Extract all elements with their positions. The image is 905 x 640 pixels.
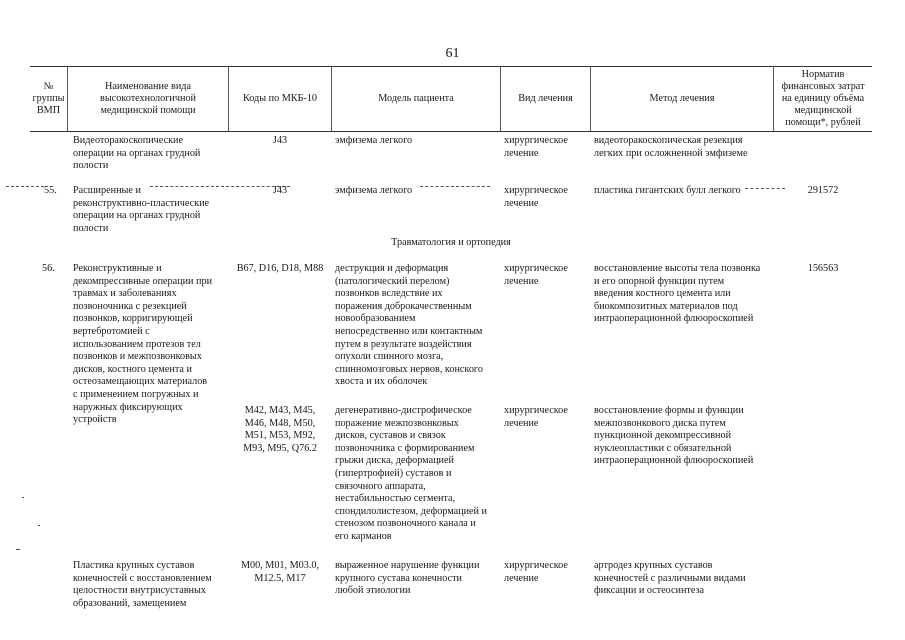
row-name: Расширенные и реконструктивно-пластические операции на органах грудной полости bbox=[73, 185, 210, 234]
scan-speck bbox=[16, 549, 20, 550]
row-treatment: хирургическое лечение bbox=[504, 135, 568, 159]
scan-artifact bbox=[6, 186, 44, 187]
row-name: Пластика крупных суставов конечностей с восстановлением целостности внутрисуставных образований, замещением bbox=[73, 560, 212, 609]
page-number: 61 bbox=[445, 46, 460, 61]
row-codes: J43 bbox=[272, 135, 288, 146]
row-treatment: хирургическое лечение bbox=[504, 560, 568, 584]
header-treatment: Вид лечения bbox=[518, 92, 573, 104]
row-treatment: хирургическое лечение bbox=[504, 185, 568, 209]
header-model: Модель пациента bbox=[378, 92, 454, 104]
header-num: № группы ВМП bbox=[32, 80, 65, 116]
row-model: эмфизема легкого bbox=[335, 135, 413, 146]
row-method: пластика гигантских булл легкого bbox=[594, 185, 741, 196]
row-codes: B67, D16, D18, M88 bbox=[236, 263, 324, 274]
row-model: выраженное нарушение функции крупного сустава конечности любой этиологии bbox=[335, 560, 480, 597]
row-name: Видеоторакоскопические операции на органах грудной полости bbox=[73, 135, 201, 172]
row-model: дегенеративно-дистрофическое поражение межпозвонковых дисков, суставов и связок позвоночника с формированием грыжи диска, деформацией (гипертрофией) суставов и связочного аппарата, нестабильностью сегмента, спондилолистезом, деформацией и стенозом позвоночного канала и его карманов bbox=[335, 405, 487, 542]
row-norm: 291572 bbox=[807, 185, 839, 196]
row-method: восстановление высоты тела позвонка и его опорной функции путем введения костного цемента или биокомпозитных материалов под интраоперационной флюороскопией bbox=[594, 263, 761, 325]
section-title: Травматология и ортопедия bbox=[391, 237, 511, 248]
row-num: 55. bbox=[44, 185, 57, 196]
row-norm: 156563 bbox=[807, 263, 839, 274]
row-treatment: хирургическое лечение bbox=[504, 405, 568, 429]
row-model: эмфизема легкого bbox=[335, 185, 413, 196]
header-name: Наименование вида высокотехнологичной медицинской помощи bbox=[100, 80, 196, 116]
row-model: деструкция и деформация (патологический перелом) позвонков вследствие их поражения доброкачественным новообразованием непосредственно или контактным путем в результате воздействия опухоли спинного мозга, спинномозговых нервов, конского хвоста и их оболочек bbox=[335, 263, 483, 388]
row-treatment: хирургическое лечение bbox=[504, 263, 568, 287]
header-norm: Норматив финансовых затрат на единицу объёма медицинской помощи*, рублей bbox=[781, 68, 865, 128]
scan-speck bbox=[38, 525, 40, 526]
row-num: 56. bbox=[42, 263, 55, 274]
row-codes: J43 bbox=[272, 185, 288, 196]
row-method: видеоторакоскопическая резекция легких при осложненной эмфиземе bbox=[594, 135, 748, 159]
row-name: Реконструктивные и декомпрессивные операции при травмах и заболеваниях позвоночника с резекцией позвонков, корригирующей вертебротомией с использованием протезов тел позвонков и межпозвонковых дисков, костного цемента и остеозамещающих материалов с применением погружных и наружных фиксирующих устройств bbox=[73, 263, 213, 426]
header-method: Метод лечения bbox=[649, 92, 715, 104]
header-bottom-rule bbox=[30, 131, 872, 132]
row-method: артродез крупных суставов конечностей с различными видами фиксации и остеосинтеза bbox=[594, 560, 746, 597]
row-codes: M42, M43, M45, M46, M48, M50, M51, M53, M92, M93, M95, Q76.2 bbox=[243, 405, 317, 454]
scan-speck bbox=[22, 497, 24, 498]
row-method: восстановление формы и функции межпозвонкового диска путем пункционной декомпрессивной нуклеопластики с обязательной интраоперационной флюороскопией bbox=[594, 405, 754, 467]
row-codes: M00, M01, M03.0, M12.5, M17 bbox=[240, 560, 320, 584]
header-codes: Коды по МКБ-10 bbox=[242, 92, 318, 104]
